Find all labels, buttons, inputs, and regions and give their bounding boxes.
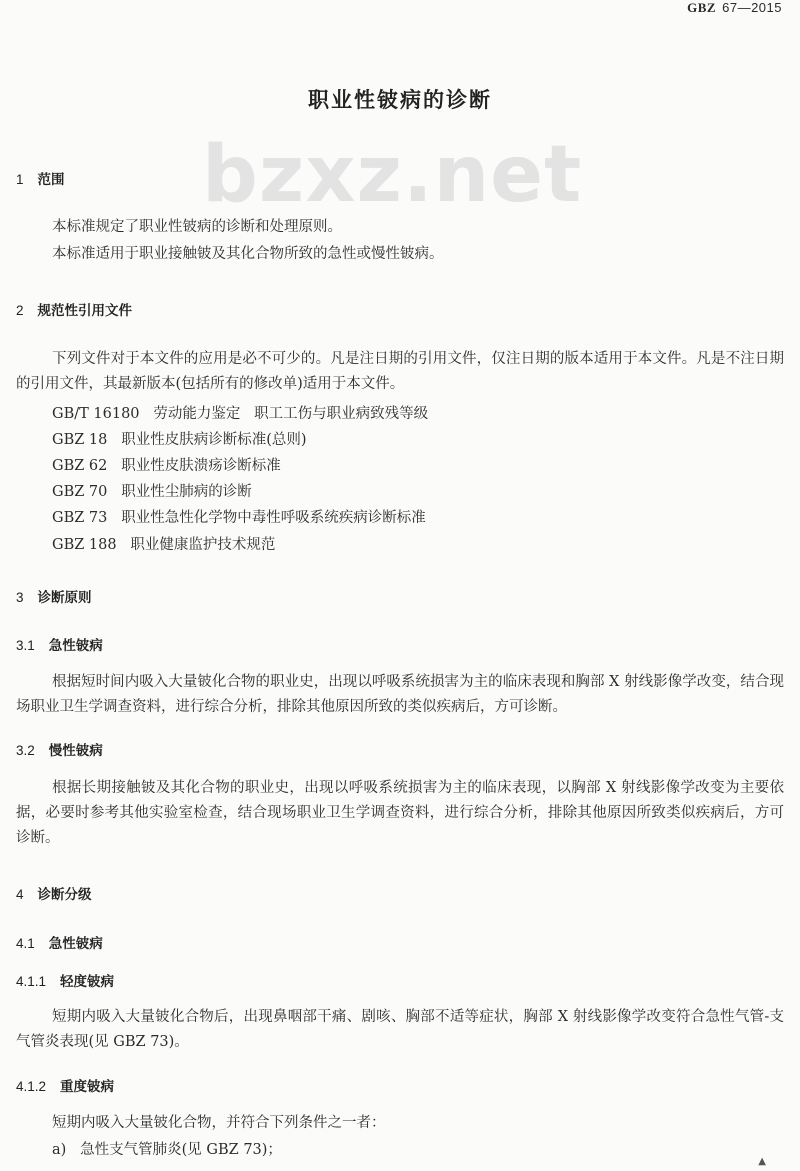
section-title: 重度铍病 [60,1079,115,1095]
subsection-4-1-1-text: 短期内吸入大量铍化合物后，出现鼻咽部干痛、剧咳、胸部不适等症状，胸部 X 射线影像学改变符合急性气管-支气管炎表现(见 GBZ 73)。 [16,1009,784,1050]
section-title: 诊断原则 [37,590,92,606]
reference-item: GB/T 16180 劳动能力鉴定 职工工伤与职业病致残等级 [52,406,429,422]
subsection-3-1-heading [16,634,103,654]
section-number: 4.1 [16,936,35,951]
section-number: 3.2 [16,743,35,758]
subsection-4-1-heading [16,932,103,952]
reference-item: GBZ 73 职业性急性化学物中毒性呼吸系统疾病诊断标准 [52,510,426,526]
section-title: 急性铍病 [48,638,103,654]
section-title: 规范性引用文件 [37,303,133,319]
section-number: 4.1.2 [16,1079,47,1094]
subsection-4-1-2-heading [16,1075,114,1095]
section-number: 3.1 [16,638,35,653]
section-title: 范围 [37,172,65,188]
section-2-intro: 下列文件对于本文件的应用是必不可少的。凡是注日期的引用文件，仅注日期的版本适用于本文件。凡是不注日期的引用文件，其最新版本(包括所有的修改单)适用于本文件。 [16,351,784,392]
section-1-paragraph-2: 本标准适用于职业接触铍及其化合物所致的急性或慢性铍病。 [52,246,444,262]
reference-item: GBZ 18 职业性皮肤病诊断标准(总则) [52,432,307,448]
section-title: 诊断分级 [37,887,92,903]
section-title: 急性铍病 [48,936,103,952]
section-number: 2 [16,303,24,318]
subsection-3-1-text: 根据短时间内吸入大量铍化合物的职业史，出现以呼吸系统损害为主的临床表现和胸部 X 射线影像学改变，结合现场职业卫生学调查资料，进行综合分析，排除其他原因所致的类似疾病后，方可诊断。 [16,674,784,715]
section-2-heading [16,299,132,319]
page-header [687,0,782,16]
subsection-3-2-text: 根据长期接触铍及其化合物的职业史，出现以呼吸系统损害为主的临床表现，以胸部 X 射线影像学改变为主要依据，必要时参考其他实验室检查，结合现场职业卫生学调查资料，进行综合分析，排除其他原因所致类似疾病后，方可诊断。 [16,780,784,846]
standard-code: 67—2015 [722,0,782,15]
section-1-heading [16,168,65,188]
reference-item: GBZ 70 职业性尘肺病的诊断 [52,484,252,500]
subsection-3-2-heading [16,739,103,759]
subsection-4-1-2-text: 短期内吸入大量铍化合物，并符合下列条件之一者： [52,1115,386,1131]
subsection-4-1-1-heading [16,970,114,990]
corner-mark: ▲ [758,1156,766,1167]
standard-prefix: GBZ [687,0,717,15]
section-number: 4.1.1 [16,974,47,989]
watermark: bzxz.net [202,130,583,220]
reference-item: GBZ 188 职业健康监护技术规范 [52,537,276,553]
section-number: 4 [16,887,24,902]
list-item-a: a) 急性支气管肺炎(见 GBZ 73)； [52,1142,282,1158]
section-title: 轻度铍病 [60,974,115,990]
section-3-heading [16,586,92,606]
document-title: 职业性铍病的诊断 [308,88,492,112]
section-title: 慢性铍病 [48,743,103,759]
section-1-paragraph-1: 本标准规定了职业性铍病的诊断和处理原则。 [52,219,342,235]
section-number: 3 [16,590,24,605]
reference-item: GBZ 62 职业性皮肤溃疡诊断标准 [52,458,281,474]
section-number: 1 [16,172,24,187]
section-4-heading [16,883,92,903]
